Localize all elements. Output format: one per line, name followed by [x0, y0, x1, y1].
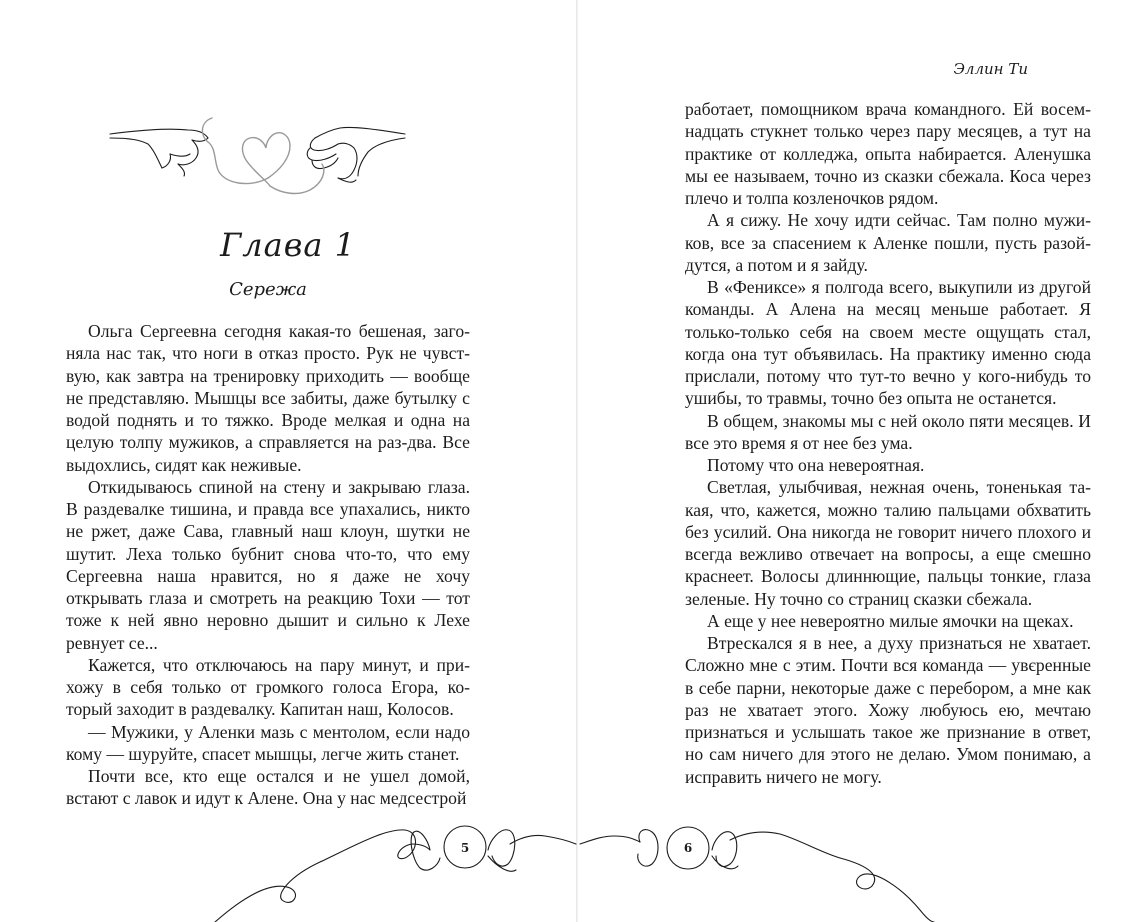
paragraph: — Мужики, у Аленки мазь с ментолом, если надо кому — шуруйте, спасет мышцы, легче жить станет.	[66, 721, 470, 764]
chapter-title: Глава 1	[220, 226, 356, 264]
paragraph: работает, помощником врача командного. Ей восемнадцать стукнет только через пару месяцев, а тут на практике от колледжа, опыта набирается. Аленушка мы ее называем, точно из сказки сбежала. Коса через плечо и толпа козленочков рядом.	[685, 99, 1091, 208]
paragraph: В «Фениксе» я полгода всего, выкупили из другой команды. А Алена на месяц меньше работает. Я только-только себя на своем месте ощущать стал, когда она тут объявилась. На практику именно сюда прислали, потому что тут-то вечно у кого-нибудь то ушибы, то травмы, точно без опыта не останется.	[685, 277, 1091, 409]
paragraph: Почти все, кто еще остался и не ушел домой, встают с лавок и идут к Алене. Она у нас медсестрой	[66, 766, 470, 809]
paragraph: Потому что она невероятная.	[707, 455, 925, 475]
paragraph: А я сижу. Не хочу идти сейчас. Там полно мужиков, все за спасением к Аленке пошли, пусть разойдутся, а потом и я зайду.	[685, 210, 1091, 275]
hands-heart-icon	[100, 108, 430, 198]
paragraph: А еще у нее невероятно милые ямочки на щеках.	[707, 610, 1074, 631]
paragraph: В общем, знакомы мы с ней около пяти месяцев. И все это время я от нее без ума.	[685, 410, 1091, 453]
paragraph: Втрескался я в нее, а духу признаться не хватает. Сложно мне с этим. Почти вся команда — увєренные в себе парни, некоторые даже с перебором, а мне как раз не хватает этого. Хожу любуюсь ею, мечтаю признаться и услышать такое же признание в ответ, но сам ничего для этого не делаю. Умом понимаю, а исправить ничего не могу.	[685, 633, 1091, 787]
paragraph: Кажется, что отключаюсь на пару минут, и прихожу в себя только от громкого голоса Егора, который заходит в раздевалку. Капитан наш, Колосов.	[66, 654, 470, 720]
chapter-subtitle: Сережа	[229, 279, 307, 300]
right-page-body	[685, 98, 1091, 788]
paragraph: Откидываюсь спиной на стену и закрываю глаза. В раздевалке тишина, и правда все упахались, никто не ржет, даже Сава, главный наш клоун, шутки не шутит. Леха только бубнит снова что-то, что ему Сергеевна наша нравится, но я даже не хочу открывать глаза и смотреть на реакцию Тохи — тот тоже к ней явно неровно дышит и сильно к Лехе ревнует се...	[66, 476, 470, 653]
paragraph: Светлая, улыбчивая, нежная очень, тоненькая такая, что, кажется, можно талию пальцами обхватить без усилий. Она никогда не говорит ничего плохого и всегда вежливо отвечает на вопросы, а еще смешно краснеет. Волосы длиннющие, пальцы тонкие, глаза зеленые. Ну точно со страниц сказки сбежала.	[685, 477, 1091, 609]
left-page-body	[66, 320, 470, 810]
flourish-icon	[0, 810, 1148, 922]
page-number: 5	[460, 841, 470, 855]
page-number: 6	[683, 841, 693, 855]
running-head: Эллин Ти	[953, 60, 1028, 78]
paragraph: Ольга Сергеевна сегодня какая-то бешеная, загоняла нас так, что ноги в отказ просто. Рук не чувствую, как завтра на тренировку приходить — вообще не представляю. Мышцы все забиты, даже бутылку с водой поднять и то тяжко. Вроде мелкая и одна на целую толпу мужиков, а справляется на раз-два. Все выдохлись, сидят как неживые.	[66, 321, 470, 475]
right-page	[578, 0, 1148, 922]
